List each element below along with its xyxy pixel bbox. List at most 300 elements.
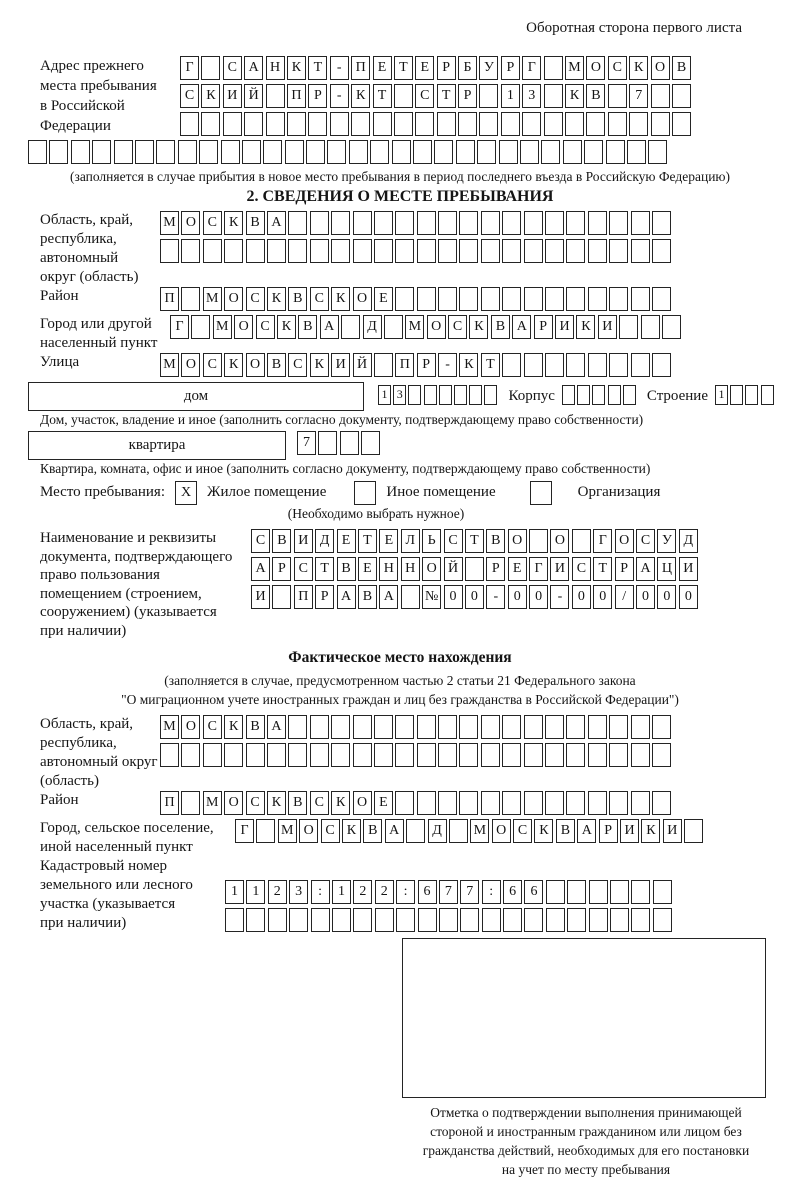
char-cell[interactable] xyxy=(408,385,421,405)
char-cell[interactable] xyxy=(135,140,154,164)
char-cell[interactable]: 7 xyxy=(297,431,316,455)
char-cell[interactable] xyxy=(384,315,403,339)
char-cell[interactable] xyxy=(201,56,220,80)
char-cell[interactable]: М xyxy=(470,819,489,843)
char-cell[interactable]: С xyxy=(415,84,434,108)
char-cell[interactable]: О xyxy=(492,819,511,843)
char-cell[interactable] xyxy=(609,353,628,377)
char-cell[interactable]: О xyxy=(181,715,200,739)
char-cell[interactable]: 0 xyxy=(508,585,527,609)
char-cell[interactable] xyxy=(524,791,543,815)
char-cell[interactable] xyxy=(502,287,521,311)
char-cell[interactable] xyxy=(631,239,650,263)
char-cell[interactable]: М xyxy=(160,211,179,235)
char-cell[interactable]: В xyxy=(246,715,265,739)
char-cell[interactable] xyxy=(629,112,648,136)
char-cell[interactable]: К xyxy=(277,315,296,339)
char-cell[interactable] xyxy=(370,140,389,164)
char-cell[interactable] xyxy=(267,743,286,767)
char-cell[interactable] xyxy=(417,715,436,739)
char-cell[interactable] xyxy=(544,112,563,136)
char-cell[interactable]: В xyxy=(586,84,605,108)
char-cell[interactable] xyxy=(330,112,349,136)
char-cell[interactable] xyxy=(503,908,522,932)
char-cell[interactable]: П xyxy=(160,287,179,311)
char-cell[interactable] xyxy=(652,715,671,739)
char-cell[interactable]: В xyxy=(288,791,307,815)
char-cell[interactable]: Д xyxy=(315,529,334,553)
char-cell[interactable]: Н xyxy=(379,557,398,581)
char-cell[interactable] xyxy=(396,908,415,932)
char-cell[interactable] xyxy=(484,385,497,405)
char-cell[interactable] xyxy=(652,287,671,311)
char-cell[interactable] xyxy=(424,385,437,405)
char-cell[interactable]: Д xyxy=(363,315,382,339)
char-cell[interactable] xyxy=(652,353,671,377)
char-cell[interactable]: И xyxy=(331,353,350,377)
char-cell[interactable]: С xyxy=(288,353,307,377)
char-cell[interactable] xyxy=(529,529,548,553)
char-cell[interactable]: 1 xyxy=(378,385,391,405)
char-cell[interactable] xyxy=(606,140,625,164)
char-cell[interactable]: О xyxy=(181,353,200,377)
char-cell[interactable] xyxy=(288,715,307,739)
char-cell[interactable]: Р xyxy=(615,557,634,581)
char-cell[interactable]: С xyxy=(636,529,655,553)
char-cell[interactable] xyxy=(266,112,285,136)
char-cell[interactable] xyxy=(394,84,413,108)
dom-type-box[interactable]: дом xyxy=(28,382,364,411)
char-cell[interactable] xyxy=(545,239,564,263)
char-cell[interactable] xyxy=(417,743,436,767)
char-cell[interactable] xyxy=(545,211,564,235)
char-cell[interactable]: Г xyxy=(235,819,254,843)
char-cell[interactable] xyxy=(588,743,607,767)
char-cell[interactable] xyxy=(524,908,543,932)
char-cell[interactable]: Т xyxy=(437,84,456,108)
char-cell[interactable]: О xyxy=(299,819,318,843)
char-cell[interactable]: В xyxy=(267,353,286,377)
char-cell[interactable]: С xyxy=(246,791,265,815)
char-cell[interactable] xyxy=(203,743,222,767)
char-cell[interactable] xyxy=(331,715,350,739)
char-cell[interactable] xyxy=(71,140,90,164)
char-cell[interactable] xyxy=(246,908,265,932)
char-cell[interactable] xyxy=(361,431,380,455)
kvartira-type-box[interactable]: квартира xyxy=(28,431,286,460)
char-cell[interactable] xyxy=(609,791,628,815)
char-cell[interactable] xyxy=(438,743,457,767)
char-cell[interactable] xyxy=(592,385,605,405)
char-cell[interactable] xyxy=(374,743,393,767)
char-cell[interactable] xyxy=(434,140,453,164)
char-cell[interactable] xyxy=(310,239,329,263)
char-cell[interactable]: С xyxy=(203,715,222,739)
char-cell[interactable] xyxy=(395,791,414,815)
char-cell[interactable] xyxy=(181,287,200,311)
char-cell[interactable] xyxy=(541,140,560,164)
char-cell[interactable] xyxy=(563,140,582,164)
char-cell[interactable]: - xyxy=(330,56,349,80)
char-cell[interactable]: Д xyxy=(679,529,698,553)
char-cell[interactable] xyxy=(652,239,671,263)
char-cell[interactable] xyxy=(619,315,638,339)
char-cell[interactable]: Е xyxy=(374,791,393,815)
char-cell[interactable] xyxy=(641,315,660,339)
char-cell[interactable]: Р xyxy=(308,84,327,108)
char-cell[interactable]: В xyxy=(491,315,510,339)
char-cell[interactable] xyxy=(546,908,565,932)
char-cell[interactable]: Е xyxy=(373,56,392,80)
char-cell[interactable] xyxy=(482,908,501,932)
char-cell[interactable] xyxy=(479,112,498,136)
char-cell[interactable] xyxy=(114,140,133,164)
char-cell[interactable] xyxy=(672,84,691,108)
char-cell[interactable]: О xyxy=(550,529,569,553)
char-cell[interactable]: А xyxy=(320,315,339,339)
char-cell[interactable] xyxy=(479,84,498,108)
char-cell[interactable] xyxy=(545,353,564,377)
char-cell[interactable] xyxy=(631,880,650,904)
char-cell[interactable] xyxy=(417,239,436,263)
char-cell[interactable] xyxy=(524,715,543,739)
char-cell[interactable]: Й xyxy=(244,84,263,108)
char-cell[interactable]: Р xyxy=(272,557,291,581)
char-cell[interactable] xyxy=(374,353,393,377)
char-cell[interactable] xyxy=(288,211,307,235)
char-cell[interactable] xyxy=(499,140,518,164)
char-cell[interactable]: Г xyxy=(593,529,612,553)
char-cell[interactable] xyxy=(588,239,607,263)
char-cell[interactable] xyxy=(502,791,521,815)
char-cell[interactable]: М xyxy=(203,287,222,311)
char-cell[interactable]: И xyxy=(555,315,574,339)
char-cell[interactable]: О xyxy=(508,529,527,553)
char-cell[interactable] xyxy=(631,791,650,815)
char-cell[interactable] xyxy=(263,140,282,164)
char-cell[interactable]: К xyxy=(459,353,478,377)
char-cell[interactable]: 2 xyxy=(268,880,287,904)
char-cell[interactable]: 7 xyxy=(439,880,458,904)
char-cell[interactable]: : xyxy=(396,880,415,904)
char-cell[interactable]: П xyxy=(351,56,370,80)
char-cell[interactable]: Т xyxy=(394,56,413,80)
char-cell[interactable] xyxy=(224,743,243,767)
char-cell[interactable]: 1 xyxy=(225,880,244,904)
char-cell[interactable]: В xyxy=(272,529,291,553)
char-cell[interactable] xyxy=(459,287,478,311)
char-cell[interactable]: О xyxy=(586,56,605,80)
char-cell[interactable]: С xyxy=(448,315,467,339)
char-cell[interactable] xyxy=(406,819,425,843)
char-cell[interactable]: О xyxy=(427,315,446,339)
char-cell[interactable]: Е xyxy=(337,529,356,553)
char-cell[interactable]: 3 xyxy=(393,385,406,405)
char-cell[interactable]: Е xyxy=(374,287,393,311)
char-cell[interactable] xyxy=(465,557,484,581)
char-cell[interactable] xyxy=(449,819,468,843)
char-cell[interactable] xyxy=(394,112,413,136)
char-cell[interactable] xyxy=(310,211,329,235)
char-cell[interactable] xyxy=(481,239,500,263)
char-cell[interactable]: Р xyxy=(437,56,456,80)
char-cell[interactable]: О xyxy=(422,557,441,581)
char-cell[interactable]: И xyxy=(679,557,698,581)
char-cell[interactable] xyxy=(652,743,671,767)
char-cell[interactable]: К xyxy=(629,56,648,80)
char-cell[interactable] xyxy=(375,908,394,932)
char-cell[interactable] xyxy=(327,140,346,164)
char-cell[interactable] xyxy=(374,239,393,263)
char-cell[interactable] xyxy=(244,112,263,136)
char-cell[interactable] xyxy=(544,84,563,108)
char-cell[interactable] xyxy=(353,743,372,767)
char-cell[interactable]: О xyxy=(224,287,243,311)
char-cell[interactable] xyxy=(589,908,608,932)
char-cell[interactable] xyxy=(341,315,360,339)
char-cell[interactable] xyxy=(438,239,457,263)
char-cell[interactable]: 6 xyxy=(503,880,522,904)
char-cell[interactable]: Г xyxy=(180,56,199,80)
char-cell[interactable] xyxy=(310,715,329,739)
char-cell[interactable]: 2 xyxy=(375,880,394,904)
char-cell[interactable]: Г xyxy=(522,56,541,80)
char-cell[interactable] xyxy=(469,385,482,405)
char-cell[interactable] xyxy=(221,140,240,164)
char-cell[interactable]: Г xyxy=(529,557,548,581)
char-cell[interactable]: Л xyxy=(401,529,420,553)
char-cell[interactable]: У xyxy=(657,529,676,553)
char-cell[interactable]: Т xyxy=(308,56,327,80)
char-cell[interactable]: Д xyxy=(428,819,447,843)
char-cell[interactable]: А xyxy=(577,819,596,843)
char-cell[interactable] xyxy=(566,743,585,767)
char-cell[interactable]: Р xyxy=(599,819,618,843)
char-cell[interactable]: К xyxy=(267,791,286,815)
char-cell[interactable] xyxy=(652,791,671,815)
char-cell[interactable]: С xyxy=(608,56,627,80)
char-cell[interactable]: К xyxy=(641,819,660,843)
char-cell[interactable] xyxy=(160,239,179,263)
char-cell[interactable]: А xyxy=(267,715,286,739)
char-cell[interactable] xyxy=(49,140,68,164)
char-cell[interactable] xyxy=(524,211,543,235)
char-cell[interactable] xyxy=(627,140,646,164)
char-cell[interactable]: С xyxy=(444,529,463,553)
char-cell[interactable] xyxy=(256,819,275,843)
char-cell[interactable] xyxy=(524,287,543,311)
char-cell[interactable] xyxy=(458,112,477,136)
char-cell[interactable]: И xyxy=(223,84,242,108)
char-cell[interactable]: С xyxy=(310,287,329,311)
char-cell[interactable] xyxy=(481,287,500,311)
char-cell[interactable] xyxy=(623,385,636,405)
char-cell[interactable]: О xyxy=(224,791,243,815)
char-cell[interactable] xyxy=(181,239,200,263)
char-cell[interactable]: Г xyxy=(170,315,189,339)
char-cell[interactable] xyxy=(588,791,607,815)
char-cell[interactable] xyxy=(351,112,370,136)
char-cell[interactable]: Ь xyxy=(422,529,441,553)
char-cell[interactable]: К xyxy=(331,287,350,311)
char-cell[interactable]: Н xyxy=(401,557,420,581)
char-cell[interactable] xyxy=(566,353,585,377)
char-cell[interactable]: И xyxy=(620,819,639,843)
char-cell[interactable]: К xyxy=(534,819,553,843)
char-cell[interactable]: С xyxy=(310,791,329,815)
char-cell[interactable] xyxy=(545,743,564,767)
char-cell[interactable] xyxy=(395,743,414,767)
char-cell[interactable]: Т xyxy=(315,557,334,581)
char-cell[interactable]: А xyxy=(267,211,286,235)
char-cell[interactable] xyxy=(566,239,585,263)
char-cell[interactable]: 0 xyxy=(572,585,591,609)
char-cell[interactable] xyxy=(566,715,585,739)
char-cell[interactable] xyxy=(459,743,478,767)
char-cell[interactable]: П xyxy=(287,84,306,108)
char-cell[interactable] xyxy=(502,743,521,767)
char-cell[interactable] xyxy=(546,880,565,904)
char-cell[interactable]: 3 xyxy=(289,880,308,904)
char-cell[interactable]: С xyxy=(572,557,591,581)
char-cell[interactable]: К xyxy=(469,315,488,339)
char-cell[interactable] xyxy=(631,287,650,311)
char-cell[interactable]: И xyxy=(251,585,270,609)
char-cell[interactable]: К xyxy=(224,715,243,739)
char-cell[interactable]: 3 xyxy=(522,84,541,108)
char-cell[interactable]: Н xyxy=(266,56,285,80)
char-cell[interactable] xyxy=(417,211,436,235)
char-cell[interactable] xyxy=(285,140,304,164)
char-cell[interactable]: - xyxy=(330,84,349,108)
char-cell[interactable]: 0 xyxy=(465,585,484,609)
char-cell[interactable]: Т xyxy=(481,353,500,377)
char-cell[interactable] xyxy=(413,140,432,164)
char-cell[interactable]: В xyxy=(486,529,505,553)
char-cell[interactable]: А xyxy=(385,819,404,843)
char-cell[interactable]: 1 xyxy=(501,84,520,108)
char-cell[interactable]: : xyxy=(482,880,501,904)
char-cell[interactable]: : xyxy=(311,880,330,904)
char-cell[interactable]: О xyxy=(246,353,265,377)
char-cell[interactable] xyxy=(395,715,414,739)
char-cell[interactable] xyxy=(92,140,111,164)
char-cell[interactable] xyxy=(331,239,350,263)
char-cell[interactable] xyxy=(631,715,650,739)
char-cell[interactable]: В xyxy=(246,211,265,235)
char-cell[interactable] xyxy=(156,140,175,164)
char-cell[interactable]: С xyxy=(180,84,199,108)
char-cell[interactable]: Е xyxy=(508,557,527,581)
char-cell[interactable]: / xyxy=(615,585,634,609)
char-cell[interactable] xyxy=(438,791,457,815)
char-cell[interactable] xyxy=(340,431,359,455)
char-cell[interactable]: Р xyxy=(486,557,505,581)
char-cell[interactable]: О xyxy=(234,315,253,339)
char-cell[interactable]: К xyxy=(310,353,329,377)
char-cell[interactable] xyxy=(438,715,457,739)
char-cell[interactable]: К xyxy=(331,791,350,815)
checkbox-inoe[interactable] xyxy=(354,481,376,505)
char-cell[interactable]: № xyxy=(422,585,441,609)
char-cell[interactable]: Т xyxy=(358,529,377,553)
char-cell[interactable]: Р xyxy=(417,353,436,377)
char-cell[interactable] xyxy=(588,715,607,739)
char-cell[interactable] xyxy=(566,287,585,311)
char-cell[interactable] xyxy=(266,84,285,108)
char-cell[interactable] xyxy=(201,112,220,136)
char-cell[interactable] xyxy=(460,908,479,932)
char-cell[interactable]: М xyxy=(278,819,297,843)
char-cell[interactable] xyxy=(417,791,436,815)
char-cell[interactable] xyxy=(203,239,222,263)
char-cell[interactable]: С xyxy=(256,315,275,339)
char-cell[interactable] xyxy=(520,140,539,164)
char-cell[interactable] xyxy=(524,239,543,263)
char-cell[interactable] xyxy=(373,112,392,136)
char-cell[interactable] xyxy=(653,880,672,904)
char-cell[interactable] xyxy=(522,112,541,136)
char-cell[interactable] xyxy=(502,353,521,377)
checkbox-organizatsiya[interactable] xyxy=(530,481,552,505)
char-cell[interactable]: К xyxy=(576,315,595,339)
char-cell[interactable] xyxy=(584,140,603,164)
char-cell[interactable]: С xyxy=(513,819,532,843)
char-cell[interactable] xyxy=(588,287,607,311)
char-cell[interactable] xyxy=(191,315,210,339)
char-cell[interactable]: И xyxy=(294,529,313,553)
char-cell[interactable]: Р xyxy=(315,585,334,609)
char-cell[interactable] xyxy=(566,791,585,815)
char-cell[interactable] xyxy=(456,140,475,164)
char-cell[interactable] xyxy=(545,287,564,311)
char-cell[interactable] xyxy=(437,112,456,136)
char-cell[interactable] xyxy=(287,112,306,136)
char-cell[interactable] xyxy=(268,908,287,932)
char-cell[interactable] xyxy=(349,140,368,164)
char-cell[interactable]: 0 xyxy=(444,585,463,609)
char-cell[interactable]: И xyxy=(598,315,617,339)
char-cell[interactable] xyxy=(609,211,628,235)
char-cell[interactable] xyxy=(289,908,308,932)
char-cell[interactable]: 1 xyxy=(332,880,351,904)
char-cell[interactable] xyxy=(545,791,564,815)
char-cell[interactable]: - xyxy=(438,353,457,377)
char-cell[interactable]: О xyxy=(615,529,634,553)
char-cell[interactable] xyxy=(415,112,434,136)
char-cell[interactable] xyxy=(272,585,291,609)
char-cell[interactable] xyxy=(459,791,478,815)
char-cell[interactable]: В xyxy=(363,819,382,843)
char-cell[interactable]: П xyxy=(395,353,414,377)
char-cell[interactable]: С xyxy=(223,56,242,80)
char-cell[interactable] xyxy=(454,385,467,405)
char-cell[interactable]: К xyxy=(201,84,220,108)
char-cell[interactable] xyxy=(199,140,218,164)
char-cell[interactable] xyxy=(459,715,478,739)
char-cell[interactable] xyxy=(562,385,575,405)
char-cell[interactable] xyxy=(609,715,628,739)
char-cell[interactable]: М xyxy=(160,353,179,377)
char-cell[interactable] xyxy=(609,743,628,767)
char-cell[interactable] xyxy=(745,385,758,405)
char-cell[interactable] xyxy=(459,211,478,235)
char-cell[interactable]: С xyxy=(321,819,340,843)
char-cell[interactable] xyxy=(588,353,607,377)
char-cell[interactable] xyxy=(178,140,197,164)
char-cell[interactable] xyxy=(524,743,543,767)
char-cell[interactable]: Т xyxy=(373,84,392,108)
